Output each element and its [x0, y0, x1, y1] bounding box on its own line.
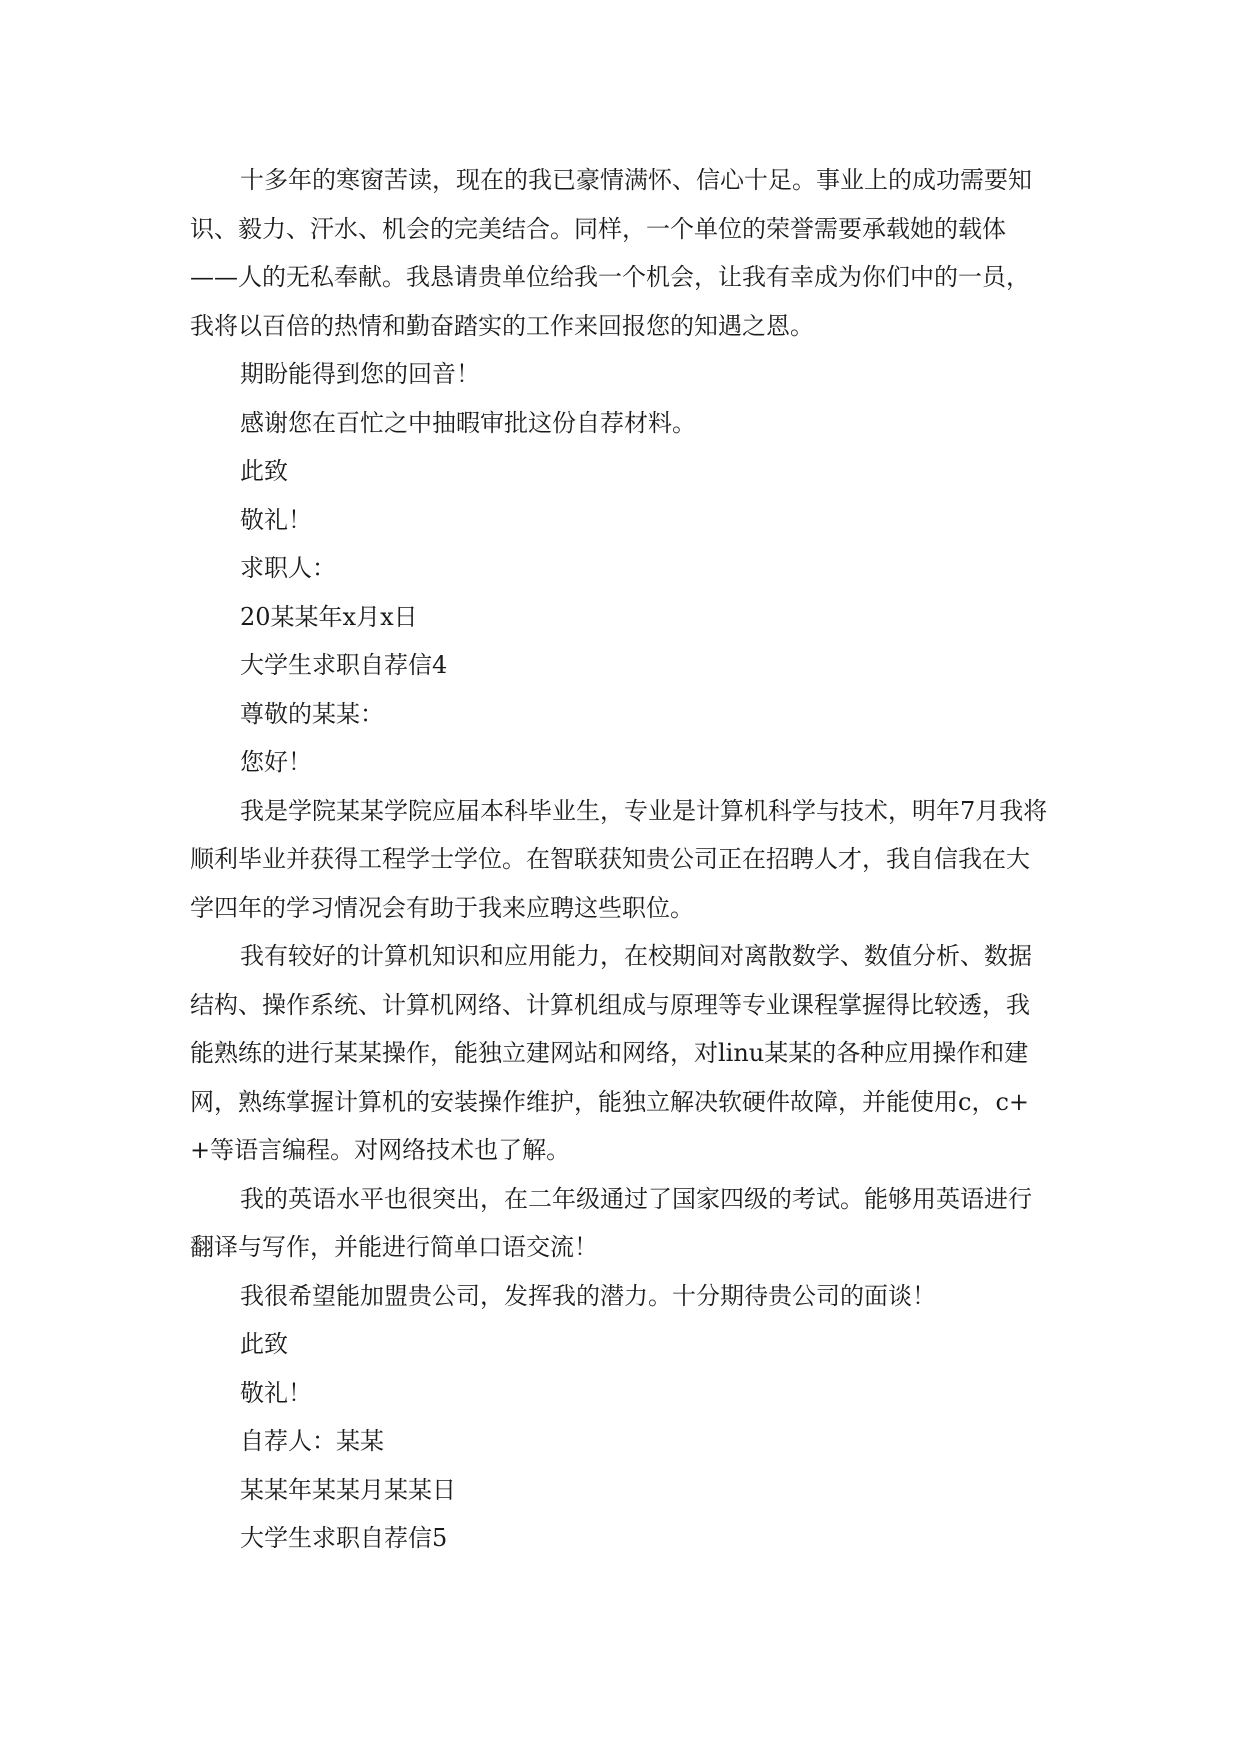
- date-line: 20某某年x月x日: [240, 602, 418, 631]
- paragraph-closing-pledge: 十多年的寒窗苦读，现在的我已豪情满怀、信心十足。事业上的成功需要知识、毅力、汗水、机会的完美结合。同样，一个单位的荣誉需要承载她的载体——人的无私奉献。我恳请贵单位给我一个机会，让我有幸成为你们中的一员，我将以百倍的热情和勤奋踏实的工作来回报您的知遇之恩。: [190, 166, 1032, 340]
- paragraph-thanks: 感谢您在百忙之中抽暇审批这份自荐材料。: [240, 408, 696, 437]
- salutation-jingli-2: 敬礼！: [240, 1378, 312, 1407]
- section-title-letter-5: 大学生求职自荐信5: [240, 1524, 448, 1552]
- greeting-recipient: 尊敬的某某：: [240, 699, 384, 728]
- signature-applicant: 求职人：: [240, 554, 336, 582]
- signature-self-recommender: 自荐人：某某: [240, 1427, 384, 1455]
- greeting-hello: 您好！: [240, 748, 312, 776]
- salutation-cizhi-2: 此致: [240, 1330, 288, 1358]
- paragraph-introduction: 我是学院某某学院应届本科毕业生，专业是计算机科学与技术，明年7月我将顺利毕业并获得工程学士学位。在智联获知贵公司正在招聘人才，我自信我在大学四年的学习情况会有助于我来应聘这些职位。: [190, 796, 1048, 922]
- paragraph-hope-join: 我很希望能加盟贵公司，发挥我的潜力。十分期待贵公司的面谈！: [240, 1281, 936, 1310]
- paragraph-hope-reply: 期盼能得到您的回音！: [240, 360, 480, 388]
- salutation-cizhi: 此致: [240, 457, 288, 485]
- paragraph-english-skills: 我的英语水平也很突出，在二年级通过了国家四级的考试。能够用英语进行翻译与写作，并能进行简单口语交流！: [190, 1184, 1032, 1261]
- letter-body: [190, 156, 1050, 1563]
- salutation-jingli: 敬礼！: [240, 505, 312, 534]
- date-line-2: 某某年某某月某某日: [240, 1475, 456, 1504]
- paragraph-computer-skills: 我有较好的计算机知识和应用能力，在校期间对离散数学、数值分析、数据结构、操作系统、计算机网络、计算机组成与原理等专业课程掌握得比较透，我能熟练的进行某某操作，能独立建网站和网络，对linu某某的各种应用操作和建网，熟练掌握计算机的安装操作维护，能独立解决软硬件故障，并能使用c，c++等语言编程。对网络技术也了解。: [190, 942, 1032, 1164]
- section-title-letter-4: 大学生求职自荐信4: [240, 651, 448, 679]
